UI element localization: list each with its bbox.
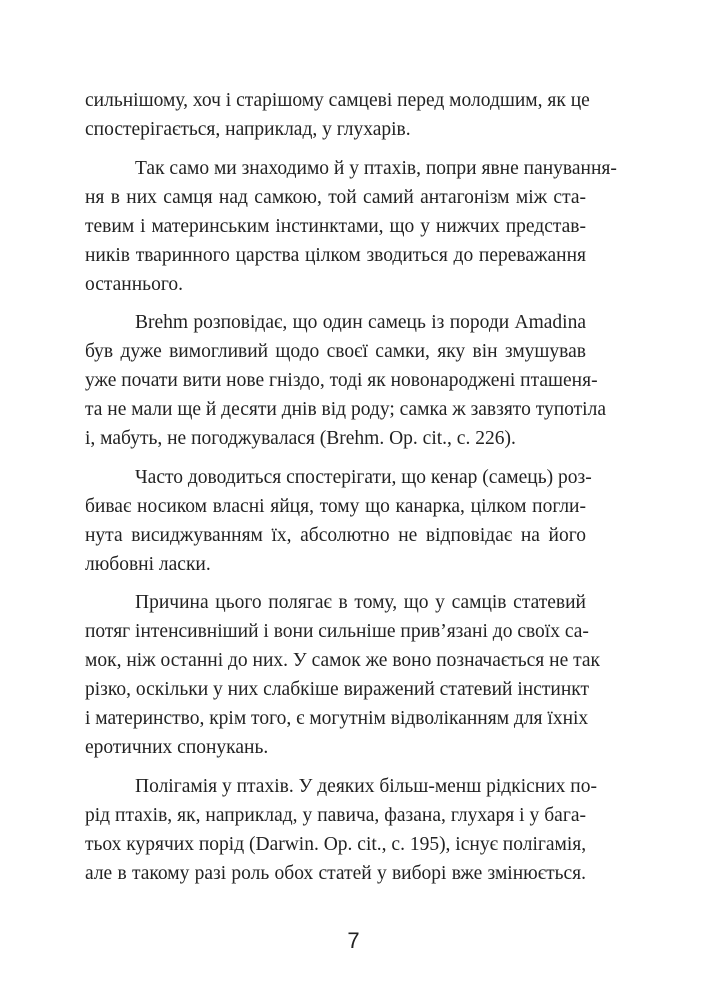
paragraph [85,86,590,144]
text-line: мок, ніж останні до них. У самок же воно позначається не так [85,650,600,671]
text-line: і материнство, крім того, є могутнім відволіканням для їхніх [85,708,589,729]
paragraph [85,588,600,762]
text-line: був дуже вимогливий щодо своєї самки, яку він змушував [85,341,586,362]
text-line: потяг інтенсивніший і вони сильніше прив’язані до своїх са- [85,621,589,642]
text-line: ня в них самця над самкою, той самий антагонізм між ста- [85,186,586,208]
text-line: і, мабуть, не погоджувалася (Brehm. Op. cit., c. 226). [85,428,516,449]
paragraph [85,308,606,453]
text-line: нута висиджуванням їх, абсолютно не відповідає на його [85,524,586,546]
text-line: але в такому разі роль обох статей у виборі вже змінюється. [85,862,586,884]
paragraph [85,154,617,299]
text-line: еротичних спонукань. [85,737,269,758]
paragraph [85,463,592,579]
text-line: Brehm розповідає, що один самець із породи Amadina [135,312,586,333]
text-line: тьох курячих порід (Darwin. Op. cit., c. 195), існує полігамія, [85,833,587,855]
text-line: останнього. [85,273,183,295]
text-line: Так само ми знаходимо й у птахів, попри явне панування- [135,157,617,179]
text-line: биває носиком власні яйця, тому що канарка, цілком погли- [85,495,586,517]
text-line: та не мали ще й десяти днів від роду; самка ж завзято тупотіла [85,399,606,420]
text-line: тевим і материнським інстинктами, що у нижчих представ- [85,215,586,237]
text-line: Часто доводиться спостерігати, що кенар (самець) роз- [135,466,592,488]
page-number: 7 [347,928,360,953]
text-line: сильнішому, хоч і старішому самцеві перед молодшим, як це [85,90,590,111]
text-line: ників тваринного царства цілком зводиться до переважання [85,244,586,266]
text-line: уже почати вити нове гніздо, тоді як новонароджені пташеня- [85,370,598,391]
page-body [85,86,617,897]
text-line: Полігамія у птахів. У деяких більш-менш рідкісних по- [135,775,597,797]
text-line: любовні ласки. [85,553,211,575]
text-line: спостерігається, наприклад, у глухарів. [85,119,411,140]
paragraph [85,772,597,888]
text-line: Причина цього полягає в тому, що у самців статевий [135,592,586,613]
text-line: різко, оскільки у них слабкіше виражений статевий інстинкт [85,679,590,700]
text-line: рід птахів, як, наприклад, у павича, фазана, глухаря і у бага- [85,804,586,826]
